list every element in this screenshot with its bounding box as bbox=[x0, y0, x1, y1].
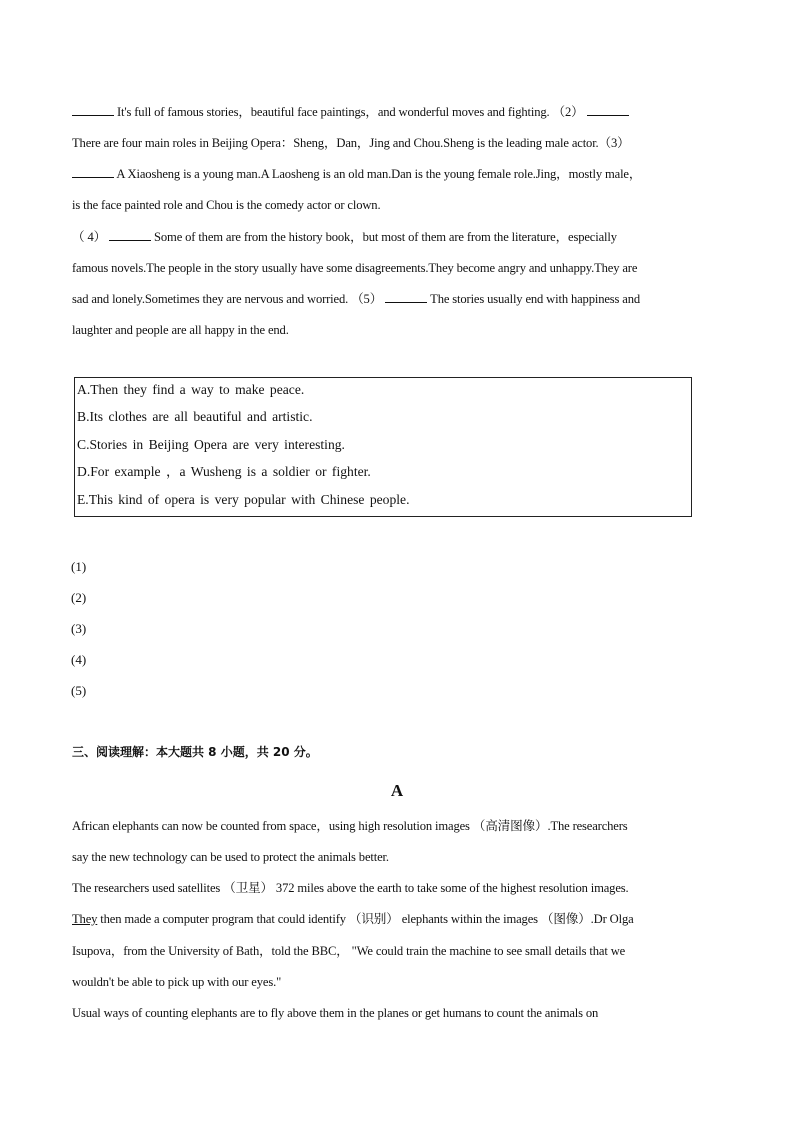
answer-number-4: (4) bbox=[71, 652, 87, 667]
answer-blank-1 bbox=[72, 104, 114, 116]
answer-blank-5 bbox=[385, 291, 427, 303]
passage-line-2: There are four main roles in Beijing Opera：Sheng，Dan，Jing and Chou.Sheng is the leading male actor.（3） bbox=[72, 136, 630, 150]
answer-blank-3 bbox=[72, 166, 114, 178]
option-d: D.For example ，a Wusheng is a soldier or fighter. bbox=[77, 464, 371, 479]
underlined-word: They bbox=[72, 912, 98, 926]
passage-line-4: is the face painted role and Chou is the comedy actor or clown. bbox=[72, 198, 381, 212]
reading-line-1: African elephants can now be counted from space，using high resolution images （高清图像）.The researchers bbox=[72, 819, 628, 833]
reading-line-3: The researchers used satellites （卫星） 372 miles above the earth to take some of the highest resolution images. bbox=[72, 881, 629, 895]
passage-line-7: sad and lonely.Sometimes they are nervous and worried. （5） The stories usually end with happiness and bbox=[72, 292, 641, 306]
passage-line-5: （ 4） Some of them are from the history book，but most of them are from the literature，especially bbox=[72, 230, 617, 244]
option-c: C.Stories in Beijing Opera are very interesting. bbox=[77, 437, 345, 452]
section-heading: 三、阅读理解：本大题共 8 小题，共 20 分。 bbox=[72, 745, 318, 759]
answer-number-1: (1) bbox=[71, 559, 87, 574]
reading-line-2: say the new technology can be used to protect the animals better. bbox=[72, 850, 389, 864]
passage-line-1: It's full of famous stories，beautiful face paintings，and wonderful moves and fighting. （2） bbox=[72, 104, 629, 120]
answer-number-5: (5) bbox=[71, 683, 87, 698]
option-b: B.Its clothes are all beautiful and artistic. bbox=[77, 409, 313, 424]
reading-line-7: Usual ways of counting elephants are to fly above them in the planes or get humans to count the animals on bbox=[72, 1006, 599, 1020]
answer-number-3: (3) bbox=[71, 621, 87, 636]
answer-blank-4 bbox=[109, 229, 151, 241]
answer-blank-2 bbox=[587, 104, 629, 116]
passage-line-8: laughter and people are all happy in the end. bbox=[72, 323, 289, 337]
passage-line-3: A Xiaosheng is a young man.A Laosheng is an old man.Dan is the young female role.Jing，mostly male， bbox=[72, 166, 641, 182]
option-e: E.This kind of opera is very popular with Chinese people. bbox=[77, 492, 410, 507]
reading-line-4: They then made a computer program that could identify （识别） elephants within the images （图像）.Dr Olga bbox=[72, 912, 634, 926]
reading-line-6: wouldn't be able to pick up with our eyes." bbox=[72, 975, 282, 989]
option-a: A.Then they find a way to make peace. bbox=[77, 382, 305, 397]
passage-line-6: famous novels.The people in the story usually have some disagreements.They become angry and unhappy.They are bbox=[72, 261, 638, 275]
answer-number-2: (2) bbox=[71, 590, 87, 605]
options-box bbox=[74, 377, 692, 517]
reading-line-5: Isupova，from the University of Bath，told the BBC， "We could train the machine to see small details that we bbox=[72, 944, 626, 958]
passage-title: A bbox=[390, 781, 404, 800]
